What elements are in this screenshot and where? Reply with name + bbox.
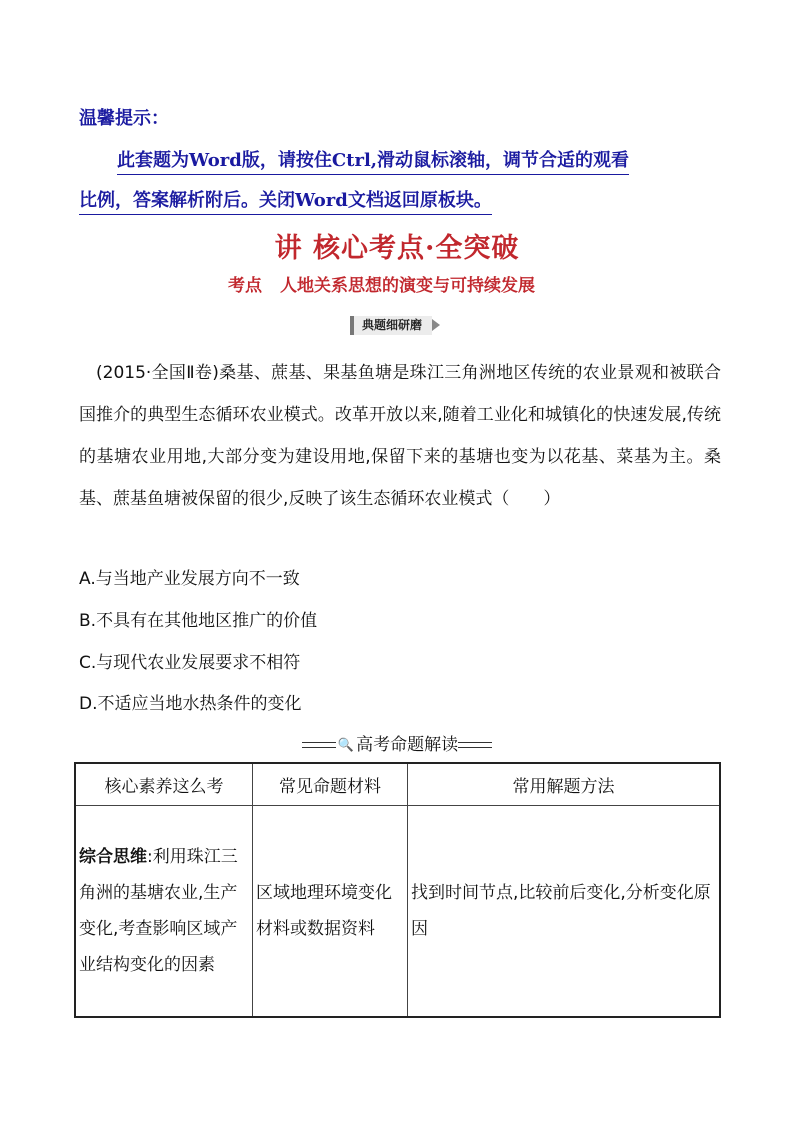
- cell-methods: 找到时间节点,比较前后变化,分析变化原因: [408, 806, 721, 1018]
- section-tag: 典题细研磨: [350, 316, 432, 335]
- magnifier-icon: 🔍: [337, 737, 355, 753]
- option-a[interactable]: A.与当地产业发展方向不一致: [79, 569, 300, 589]
- double-rule-left: [302, 742, 336, 748]
- analysis-title: 高考命题解读: [356, 735, 459, 755]
- option-c[interactable]: C.与现代农业发展要求不相符: [79, 653, 301, 673]
- table-header-row: [75, 763, 720, 806]
- analysis-heading: [0, 730, 794, 755]
- tip-title: 温馨提示：: [79, 108, 169, 129]
- option-b[interactable]: B.不具有在其他地区推广的价值: [79, 611, 318, 631]
- question-stem: (2015·全国Ⅱ卷)桑基、蔗基、果基鱼塘是珠江三角洲地区传统的农业景观和被联合国推介的典型生态循环农业模式。改革开放以来,随着工业化和城镇化的快速发展,传统的基塘农业用地,大部分变为建设用地,保留下来的基塘也变为以花基、菜基为主。桑基、蔗基鱼塘被保留的很少,反映了该生态循环农业模式（ ）: [79, 363, 721, 509]
- header-core-literacy: 核心素养这么考: [75, 763, 253, 806]
- tip-line-1: 此套题为Word版，请按住Ctrl,滑动鼠标滚轴，调节合适的观看: [117, 146, 629, 175]
- cell-core-literacy: [75, 806, 253, 1018]
- topic-label: 考点: [228, 276, 262, 296]
- cell-core-literacy-bold: 综合思维: [79, 847, 147, 867]
- table-row: [75, 806, 720, 1018]
- header-materials: 常见命题材料: [253, 763, 408, 806]
- analysis-table: [74, 762, 721, 1018]
- topic-heading: [228, 271, 535, 296]
- cell-materials: 区域地理环境变化材料或数据资料: [253, 806, 408, 1018]
- topic-text: 人地关系思想的演变与可持续发展: [280, 276, 535, 296]
- double-rule-right: [458, 742, 492, 748]
- header-methods: 常用解题方法: [408, 763, 721, 806]
- option-d[interactable]: D.不适应当地水热条件的变化: [79, 694, 302, 714]
- cell-core-literacy-text: :利用珠江三角洲的基塘农业,生产变化,考查影响区域产业结构变化的因素: [79, 847, 238, 975]
- section-title: 讲 核心考点·全突破: [274, 233, 520, 264]
- tip-line-2: 比例，答案解析附后。关闭Word文档返回原板块。: [79, 186, 492, 215]
